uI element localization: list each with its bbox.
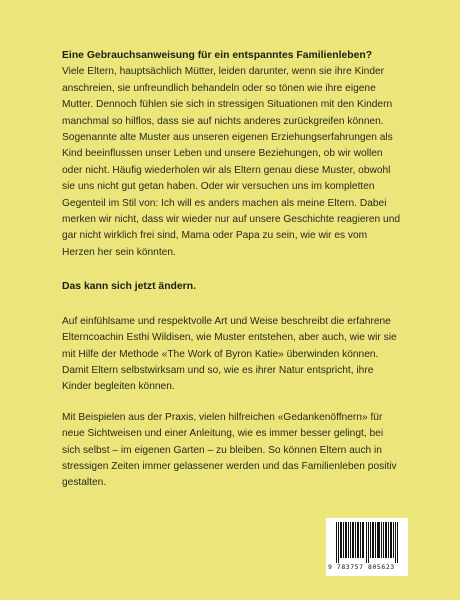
isbn-digits: 9 783757 805623 (328, 563, 395, 571)
method-paragraph: Auf einfühlsame und respektvolle Art und Weise beschreibt die erfahrene Elterncoachin Esthi Wildisen, wie Muster entstehen, aber auch, wie wir sie mit Hilfe der Methode «The Work of Byron Katie» überwinden können. Damit Eltern selbstwirksam und so, wie es ihrer Natur entspricht, ihre Kinder begleiten können. (62, 315, 397, 393)
intro-heading: Eine Gebrauchsanweisung für ein entspanntes Familienleben? (62, 50, 373, 61)
barcode-bars (336, 522, 400, 563)
practice-paragraph: Mit Beispielen aus der Praxis, vielen hilfreichen «Gedankenöffnern» für neue Sichtweisen und einer Anleitung, wie es immer besser gelingt, bei sich selbst – im eigenen Garten – zu bleiben. So können Eltern auch in stressigen Zeiten immer gelassener werden und das Familienleben positiv gestalten. (62, 411, 397, 489)
intro-paragraph: Viele Eltern, hauptsächlich Mütter, leiden darunter, wenn sie ihre Kinder anschreien, sie unfreundlich behandeln oder so tönen wie ihre eigene Mutter. Dennoch fühlen sie sich in stressigen Situationen mit den Kindern manchmal so hilflos, dass sie auf nichts anderes zurückgreifen können. Sogenannte alte Muster aus unseren eigenen Erziehungserfahrungen als Kind beeinflussen unser Leben und unsere Beziehungen, ob wir wollen oder nicht. Häufig wiederholen wir als Eltern genau diese Muster, obwohl sie uns nicht gut getan haben. Oder wir versuchen uns im kompletten Gegenteil im Stil von: Ich will es anders machen als meine Eltern. Dabei merken wir nicht, dass wir wieder nur auf unsere Geschichte reagieren und gar nicht wirklich frei sind, Mama oder Papa zu sein, wie wir es vom Herzen her sein könnten. (62, 66, 401, 258)
back-cover-text (62, 48, 402, 492)
change-heading: Das kann sich jetzt ändern. (62, 281, 196, 293)
isbn-barcode (326, 518, 408, 576)
